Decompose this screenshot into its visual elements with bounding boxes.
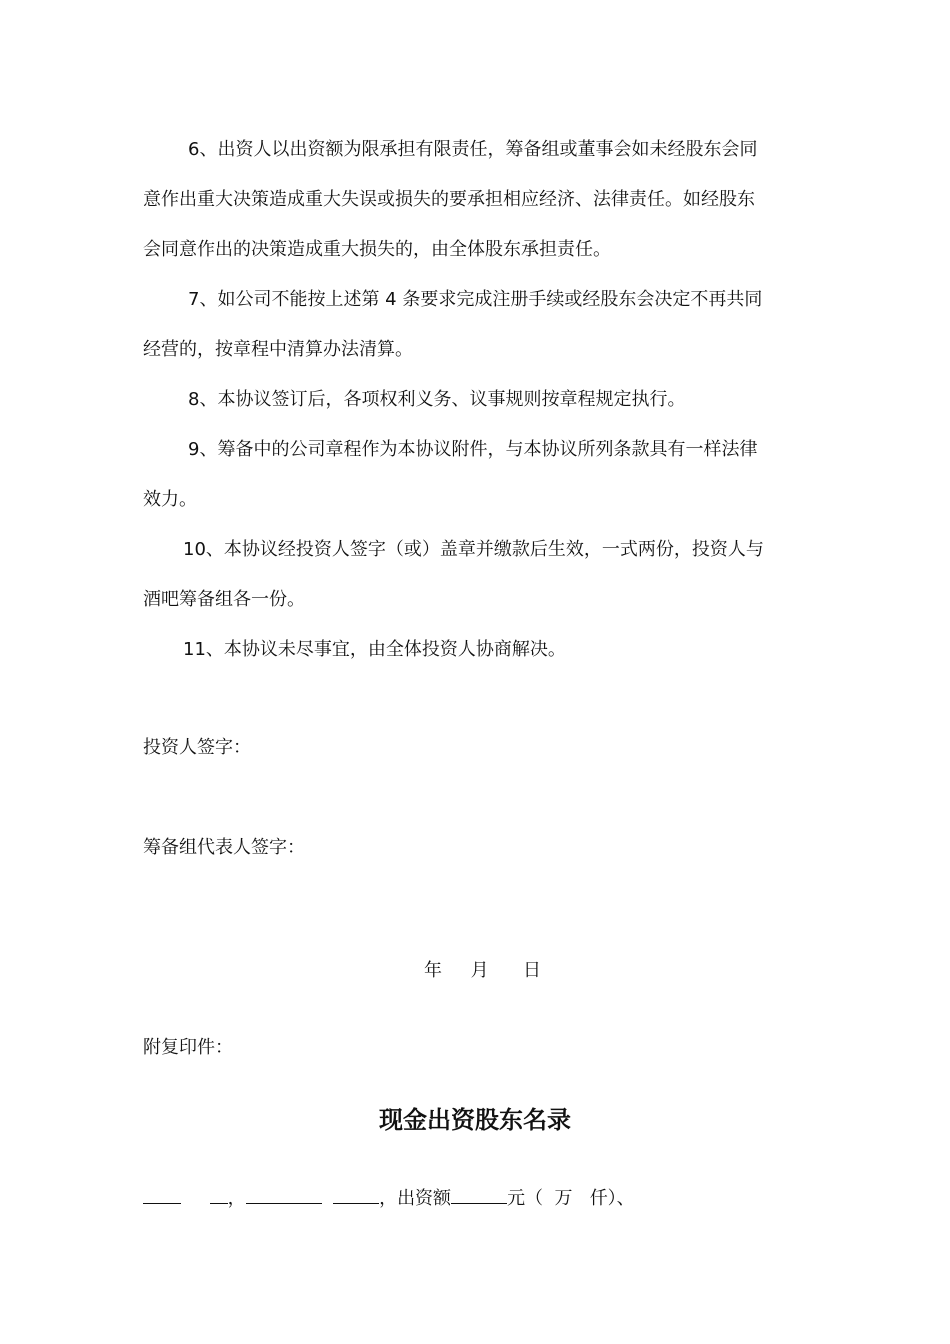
clause-7-line-2: 经营的，按章程中清算办法清算。 <box>143 339 413 360</box>
amount-label: 出资额 <box>397 1188 452 1209</box>
prep-rep-signature-label: 筹备组代表人签字： <box>143 837 305 858</box>
amount-blank[interactable] <box>451 1185 507 1204</box>
clause-8-line-1: 8、本协议签订后，各项权利义务、议事规则按章程规定执行。 <box>188 389 686 410</box>
investor-signature-label: 投资人签字： <box>143 737 251 758</box>
clause-6-line-3: 会同意作出的决策造成重大损失的，由全体股东承担责任。 <box>143 239 611 260</box>
yuan-label: 元（ <box>507 1188 544 1209</box>
name-blank-2[interactable] <box>210 1185 228 1204</box>
attachment-label: 附复印件： <box>143 1037 233 1058</box>
date-year: 年 <box>424 960 442 981</box>
signing-date <box>424 960 541 982</box>
roster-title: 现金出资股东名录 <box>379 1106 571 1134</box>
comma-1: ， <box>227 1188 246 1209</box>
clause-11-line-1: 11、本协议未尽事宜，由全体投资人协商解决。 <box>183 639 566 660</box>
date-month: 月 <box>470 960 489 981</box>
clause-10-line-2: 酒吧筹备组各一份。 <box>143 589 305 610</box>
date-day: 日 <box>522 960 541 981</box>
name-blank-1[interactable] <box>143 1185 181 1204</box>
clause-7-line-1: 7、如公司不能按上述第 4 条要求完成注册手续或经股东会决定不再共同 <box>188 289 763 310</box>
clause-9-line-2: 效力。 <box>143 489 197 510</box>
wan-label: 万 <box>554 1188 573 1209</box>
clause-10-line-1: 10、本协议经投资人签字（或）盖章并缴款后生效，一式两份，投资人与 <box>183 539 764 560</box>
clause-9-line-1: 9、筹备中的公司章程作为本协议附件，与本协议所列条款具有一样法律 <box>188 439 758 460</box>
comma-2: ， <box>379 1188 398 1209</box>
qian-label: 仟）、 <box>589 1188 635 1209</box>
id-blank-1[interactable] <box>246 1185 322 1204</box>
roster-fill-row <box>143 1185 635 1211</box>
clause-6-line-2: 意作出重大决策造成重大失误或损失的要承担相应经济、法律责任。如经股东 <box>143 189 755 210</box>
clause-6-line-1: 6、出资人以出资额为限承担有限责任，筹备组或董事会如未经股东会同 <box>188 139 758 160</box>
id-blank-2[interactable] <box>333 1185 379 1204</box>
